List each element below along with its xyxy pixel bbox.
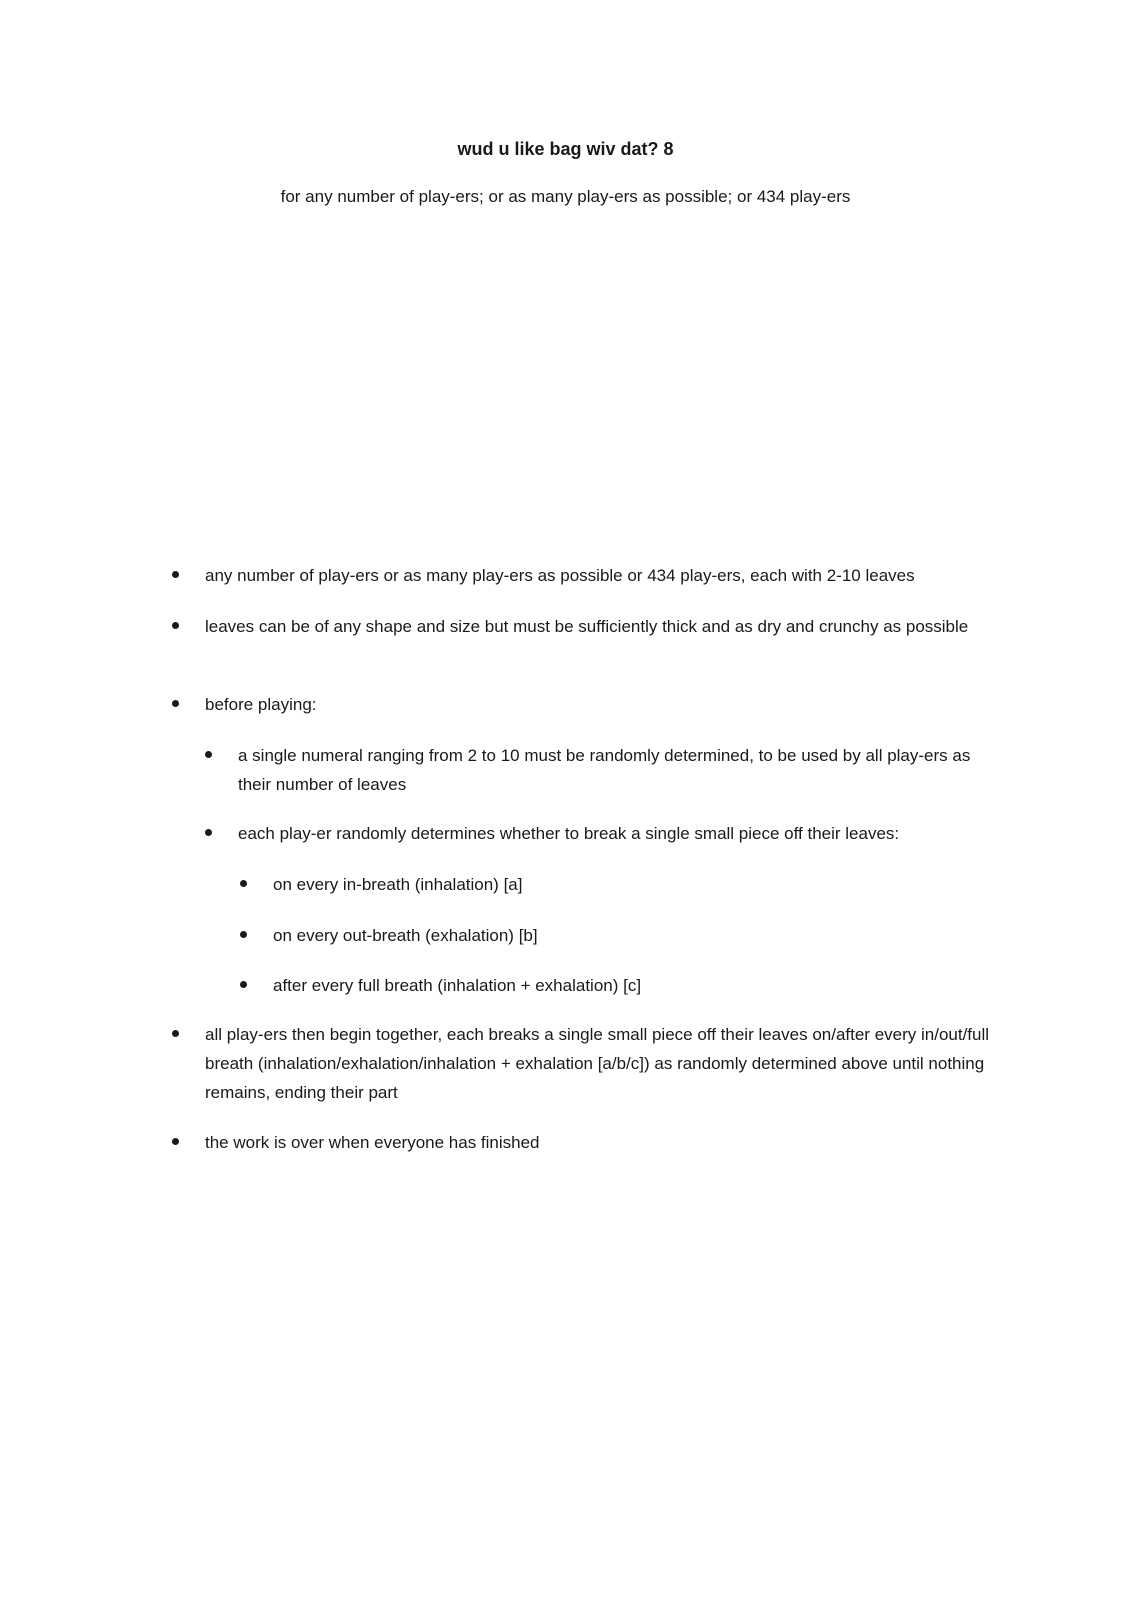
bullet-icon xyxy=(172,571,179,578)
bullet-icon xyxy=(205,751,212,758)
document-subtitle: for any number of play-ers; or as many play-ers as possible; or 434 play-ers xyxy=(280,187,851,206)
bullet-icon xyxy=(240,880,247,887)
bullet-icon xyxy=(172,1030,179,1037)
list-item: any number of play-ers or as many play-ers as possible or 434 play-ers, each with 2-10 leaves xyxy=(205,566,915,585)
document-title: wud u like bag wiv dat? 8 xyxy=(457,139,674,159)
list-item: all play-ers then begin together, each breaks a single small piece off their leaves on/after every in/out/full breath (inhalation/exhalation/inhalation + exhalation [a/b/c]) as randomly determined above until nothing remains, ending their part xyxy=(205,1025,990,1102)
list-item: before playing: xyxy=(205,695,317,714)
list-item: each play-er randomly determines whether to break a single small piece off their leaves: xyxy=(238,824,900,843)
list-item: the work is over when everyone has finished xyxy=(205,1133,540,1152)
list-item: on every in-breath (inhalation) [a] xyxy=(273,875,523,894)
bullet-icon xyxy=(205,829,212,836)
bullet-icon xyxy=(240,931,247,938)
bullet-icon xyxy=(172,700,179,707)
bullet-icon xyxy=(240,981,247,988)
list-item: a single numeral ranging from 2 to 10 must be randomly determined, to be used by all play-ers as their number of leaves xyxy=(238,746,971,794)
list-item: leaves can be of any shape and size but must be sufficiently thick and as dry and crunchy as possible xyxy=(205,617,969,636)
bullet-icon xyxy=(172,1138,179,1145)
bullet-icon xyxy=(172,622,179,629)
list-item: on every out-breath (exhalation) [b] xyxy=(273,926,538,945)
list-item: after every full breath (inhalation + exhalation) [c] xyxy=(273,976,642,995)
